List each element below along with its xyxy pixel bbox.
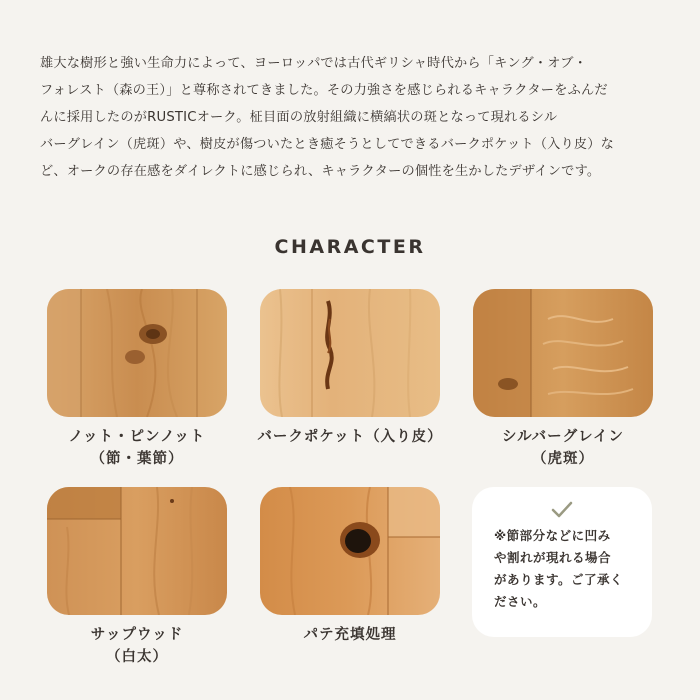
sapwood-svg: [47, 487, 227, 615]
putty-filling-wood-svg: [260, 487, 440, 615]
knot-wood-image: [47, 289, 227, 417]
caption-sapwood: サップウッド （白太）: [90, 627, 184, 665]
caption-silver-grain: シルバーグレイン （虎斑）: [502, 429, 624, 467]
silver-grain-wood-image: [473, 289, 653, 417]
putty-filling-wood-image: [260, 487, 440, 615]
knot-wood-svg: [47, 289, 227, 417]
caption-putty-filling: パテ充填処理: [303, 627, 397, 643]
section-heading: CHARACTER: [274, 236, 426, 258]
intro-paragraph: 雄大な樹形と強い生命力によって、ヨーロッパでは古代ギリシャ時代から「キング・オブ・ フォレスト（森の王）」と尊称されてきました。その力強さを感じられるキャラクターをふんだ んに採用したのがRUSTICオーク。柾目面の放射組織に横縞状の斑となって現れるシル バーグレイン（虎斑）や、樹皮が傷ついたとき癒そうとしてできるバークポケット（入り皮）な ど、オークの存在感をダイレクトに感じられ、キャラクターの個性を生かしたデザインです。: [40, 56, 615, 179]
caption-knot: ノット・ピンノット （節・葉節）: [68, 429, 206, 467]
caption-bark-pocket: バークポケット（入り皮）: [257, 429, 443, 445]
silver-grain-wood-svg: [473, 289, 653, 417]
bark-pocket-wood-image: [260, 289, 440, 417]
check-icon: [551, 501, 573, 519]
note-card: [472, 487, 652, 637]
bark-pocket-wood-svg: [260, 289, 440, 417]
note-text: ※節部分などに凹み や割れが現れる場合 があります。ご了承く ださい。: [494, 528, 624, 609]
sapwood-image: [47, 487, 227, 615]
